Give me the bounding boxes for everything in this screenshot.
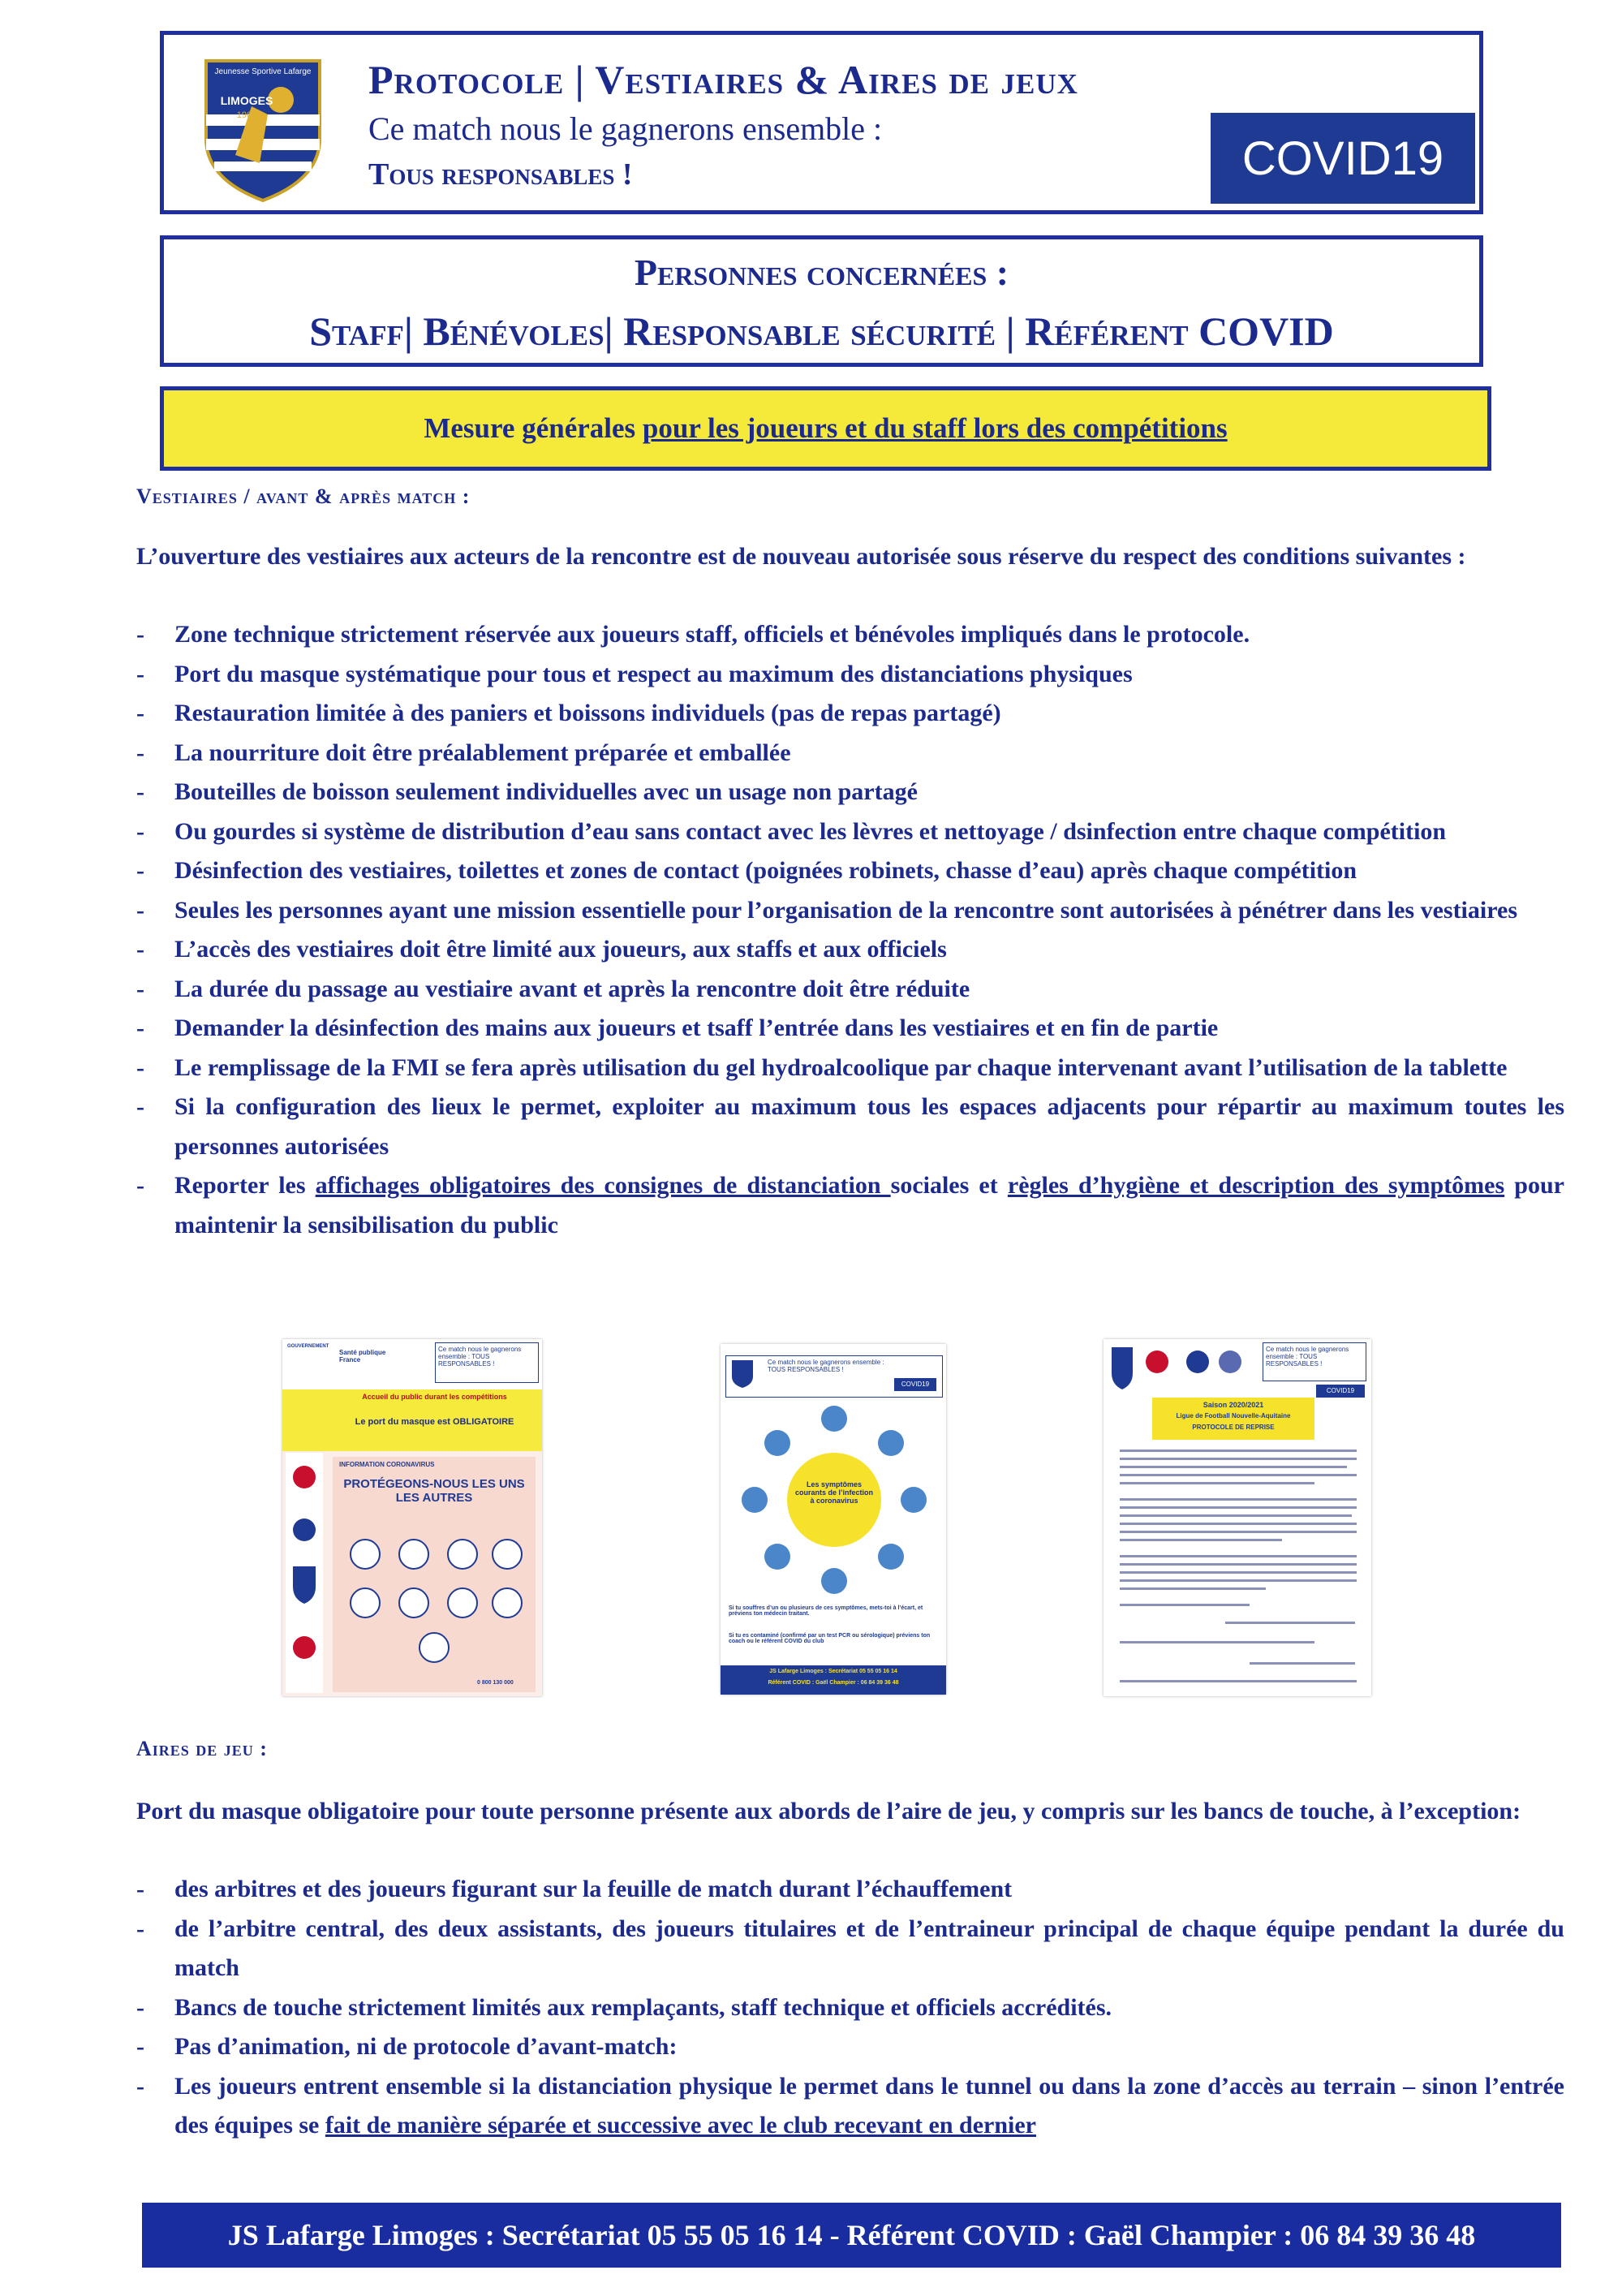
poster-1-phone: 0 800 130 000 <box>477 1680 514 1686</box>
measures-banner <box>160 386 1491 471</box>
poster-2-footer-2: Référent COVID : Gaël Champier : 06 84 39 36 48 <box>768 1680 899 1686</box>
list-item: - des arbitres et des joueurs figurant sur la feuille de match durant l’échauffement <box>136 1870 1564 1910</box>
poster-1-masque: Le port du masque est OBLIGATOIRE <box>355 1417 514 1427</box>
last-item-c: sociales et <box>890 1172 1008 1199</box>
section-heading-aires: Aires de jeu : <box>136 1737 268 1760</box>
list-item: - Le remplissage de la FMI se fera après utilisation du gel hydroalcoolique par chaque intervenant avant l’utilisation de la tablette <box>136 1049 1564 1088</box>
poster-2-note: Ce match nous le gagnerons ensemble : TOUS RESPONSABLES ! <box>768 1359 884 1373</box>
poster-1-gov: GOUVERNEMENT <box>287 1344 329 1349</box>
header-box <box>160 31 1483 214</box>
poster-3-season: Saison 2020/2021 <box>1203 1401 1264 1409</box>
aires-list <box>136 1870 1571 2146</box>
list-item <box>136 2067 1571 2146</box>
list-item: - L’accès des vestiaires doit être limité aux joueurs, aux staffs et aux officiels <box>136 930 1564 970</box>
list-item: - Pas d’animation, ni de protocole d’avant-match: <box>136 2027 1564 2067</box>
last-item-link-hygiene: règles d’hygiène et description des symptômes <box>1007 1172 1505 1199</box>
section-heading-vestiaires: Vestiaires / avant & après match : <box>136 485 471 508</box>
club-logo <box>203 58 323 204</box>
list-item: - de l’arbitre central, des deux assistants, des joueurs titulaires et de l’entraineur principal de chaque équipe pendant la durée du match <box>136 1910 1564 1988</box>
body-text-lines <box>1120 1450 1357 1685</box>
poster-2-footer-1: JS Lafarge Limoges : Secrétariat 05 55 05 16 14 <box>769 1669 897 1674</box>
list-item: - Restauration limitée à des paniers et boissons individuels (pas de repas partagé) <box>136 694 1564 734</box>
list-item: - Désinfection des vestiaires, toilettes et zones de contact (poignées robinets, chasse d’eau) après chaque compétition <box>136 851 1564 891</box>
aires-last-b: fait de manière séparée et successive avec le club recevant en dernier <box>325 2112 1036 2139</box>
list-item: - Ou gourdes si système de distribution d’eau sans contact avec les lèvres et nettoyage / dsinfection entre chaque compétition <box>136 812 1564 852</box>
subtitle: Ce match nous le gagnerons ensemble : <box>368 110 883 147</box>
poster-2-warn1: Si tu souffres d’un ou plusieurs de ces symptômes, mets-toi à l’écart, et préviens ton médecin traitant. <box>729 1605 923 1617</box>
poster-symptomes <box>721 1344 946 1695</box>
poster-2-center: Les symptômes courants de l’infection à coronavirus <box>795 1480 874 1505</box>
poster-3-badge: COVID19 <box>1316 1385 1365 1398</box>
aires-last-a: Les joueurs entrent ensemble si la distanciation physique le permet dans le tunnel ou dans la zone d’accès au terrain – sinon l’entrée des équipes se <box>174 2072 1571 2139</box>
poster-1-logos <box>286 1453 323 1693</box>
persons-box <box>160 235 1483 367</box>
page-title: Protocole | Vestiaires & Aires de jeux <box>368 57 1078 102</box>
list-item: - Bancs de touche strictement limités aux remplaçants, staff technique et officiels accrédités. <box>136 1988 1564 2028</box>
vestiaires-intro: L’ouverture des vestiaires aux acteurs de la rencontre est de nouveau autorisée sous réserve du respect des conditions suivantes : <box>136 543 1466 570</box>
svg-text:Jeunesse Sportive Lafarge: Jeunesse Sportive Lafarge <box>214 67 312 76</box>
poster-1-proteger: PROTÉGEONS-NOUS LES UNS LES AUTRES <box>343 1477 525 1505</box>
poster-1-note: Ce match nous le gagnerons ensemble : TOUS RESPONSABLES ! <box>435 1342 539 1383</box>
measures-text-b: pour les joueurs et du staff lors des compétitions <box>642 412 1228 444</box>
last-item-a: Reporter les <box>174 1172 316 1199</box>
svg-text:1963: 1963 <box>236 110 257 120</box>
aires-intro: Port du masque obligatoire pour toute personne présente aux abords de l’aire de jeu, y compris sur les bancs de touche, à l’exception: <box>136 1798 1521 1824</box>
list-item: - Bouteilles de boisson seulement individuelles avec un usage non partagé <box>136 773 1564 812</box>
poster-1-sante: Santé publique France <box>339 1349 386 1363</box>
last-item-e: pour maintenir la sensibilisation du public <box>174 1172 1571 1238</box>
tagline: Tous responsables ! <box>368 157 633 192</box>
list-item: - Demander la désinfection des mains aux joueurs et tsaff l’entrée dans les vestiaires et en fin de partie <box>136 1009 1564 1049</box>
club-logo-icon <box>730 1359 755 1389</box>
list-item: - La nourriture doit être préalablement préparée et emballée <box>136 734 1564 773</box>
vestiaires-list <box>136 615 1571 1245</box>
list-item: - Port du masque systématique pour tous et respect au maximum des distanciations physiques <box>136 655 1564 695</box>
measures-text-a: Mesure générales <box>424 412 643 444</box>
club-logos-icon <box>286 1453 323 1693</box>
poster-3-proto: PROTOCOLE DE REPRISE <box>1192 1424 1275 1431</box>
list-item: - La durée du passage au vestiaire avant et après la rencontre doit être réduite <box>136 970 1564 1010</box>
poster-1-info: INFORMATION CORONAVIRUS <box>339 1461 435 1468</box>
partner-logos-icon <box>1108 1344 1246 1393</box>
poster-2-warn2: Si tu es contaminé (confirmé par un test PCR ou sérologique) préviens ton coach ou le référent COVID du club <box>729 1633 931 1644</box>
persons-title: Personnes concernées : <box>634 252 1009 293</box>
poster-2-badge: COVID19 <box>894 1378 936 1391</box>
list-item: - Seules les personnes ayant une mission essentielle pour l’organisation de la rencontre sont autorisées à pénétrer dans les vestiaires <box>136 891 1564 931</box>
poster-3-league: Ligue de Football Nouvelle-Aquitaine <box>1176 1412 1291 1419</box>
gestures-icons <box>341 1534 527 1672</box>
footer-contact: JS Lafarge Limoges : Secrétariat 05 55 05 16 14 - Référent COVID : Gaël Champier : 06 84 39 36 48 <box>142 2203 1561 2268</box>
poster-1-accueil: Accueil du public durant les compétitions <box>362 1393 507 1401</box>
poster-masque <box>282 1339 542 1696</box>
list-item: - Zone technique strictement réservée aux joueurs staff, officiels et bénévoles impliqués dans le protocole. <box>136 615 1564 655</box>
poster-3-note: Ce match nous le gagnerons ensemble : TOUS RESPONSABLES ! <box>1263 1342 1366 1381</box>
persons-list: Staff| Bénévoles| Responsable sécurité | Référent COVID <box>309 308 1334 354</box>
covid-badge: COVID19 <box>1211 113 1475 204</box>
last-item-link-distanciation: affichages obligatoires des consignes de distanciation <box>315 1172 891 1199</box>
list-item: - Si la configuration des lieux le permet, exploiter au maximum tous les espaces adjacents pour répartir au maximum toutes les personnes autorisées <box>136 1088 1564 1166</box>
poster-protocole-reprise <box>1104 1339 1371 1696</box>
svg-text:LIMOGES: LIMOGES <box>220 94 273 107</box>
list-item <box>136 1166 1571 1245</box>
